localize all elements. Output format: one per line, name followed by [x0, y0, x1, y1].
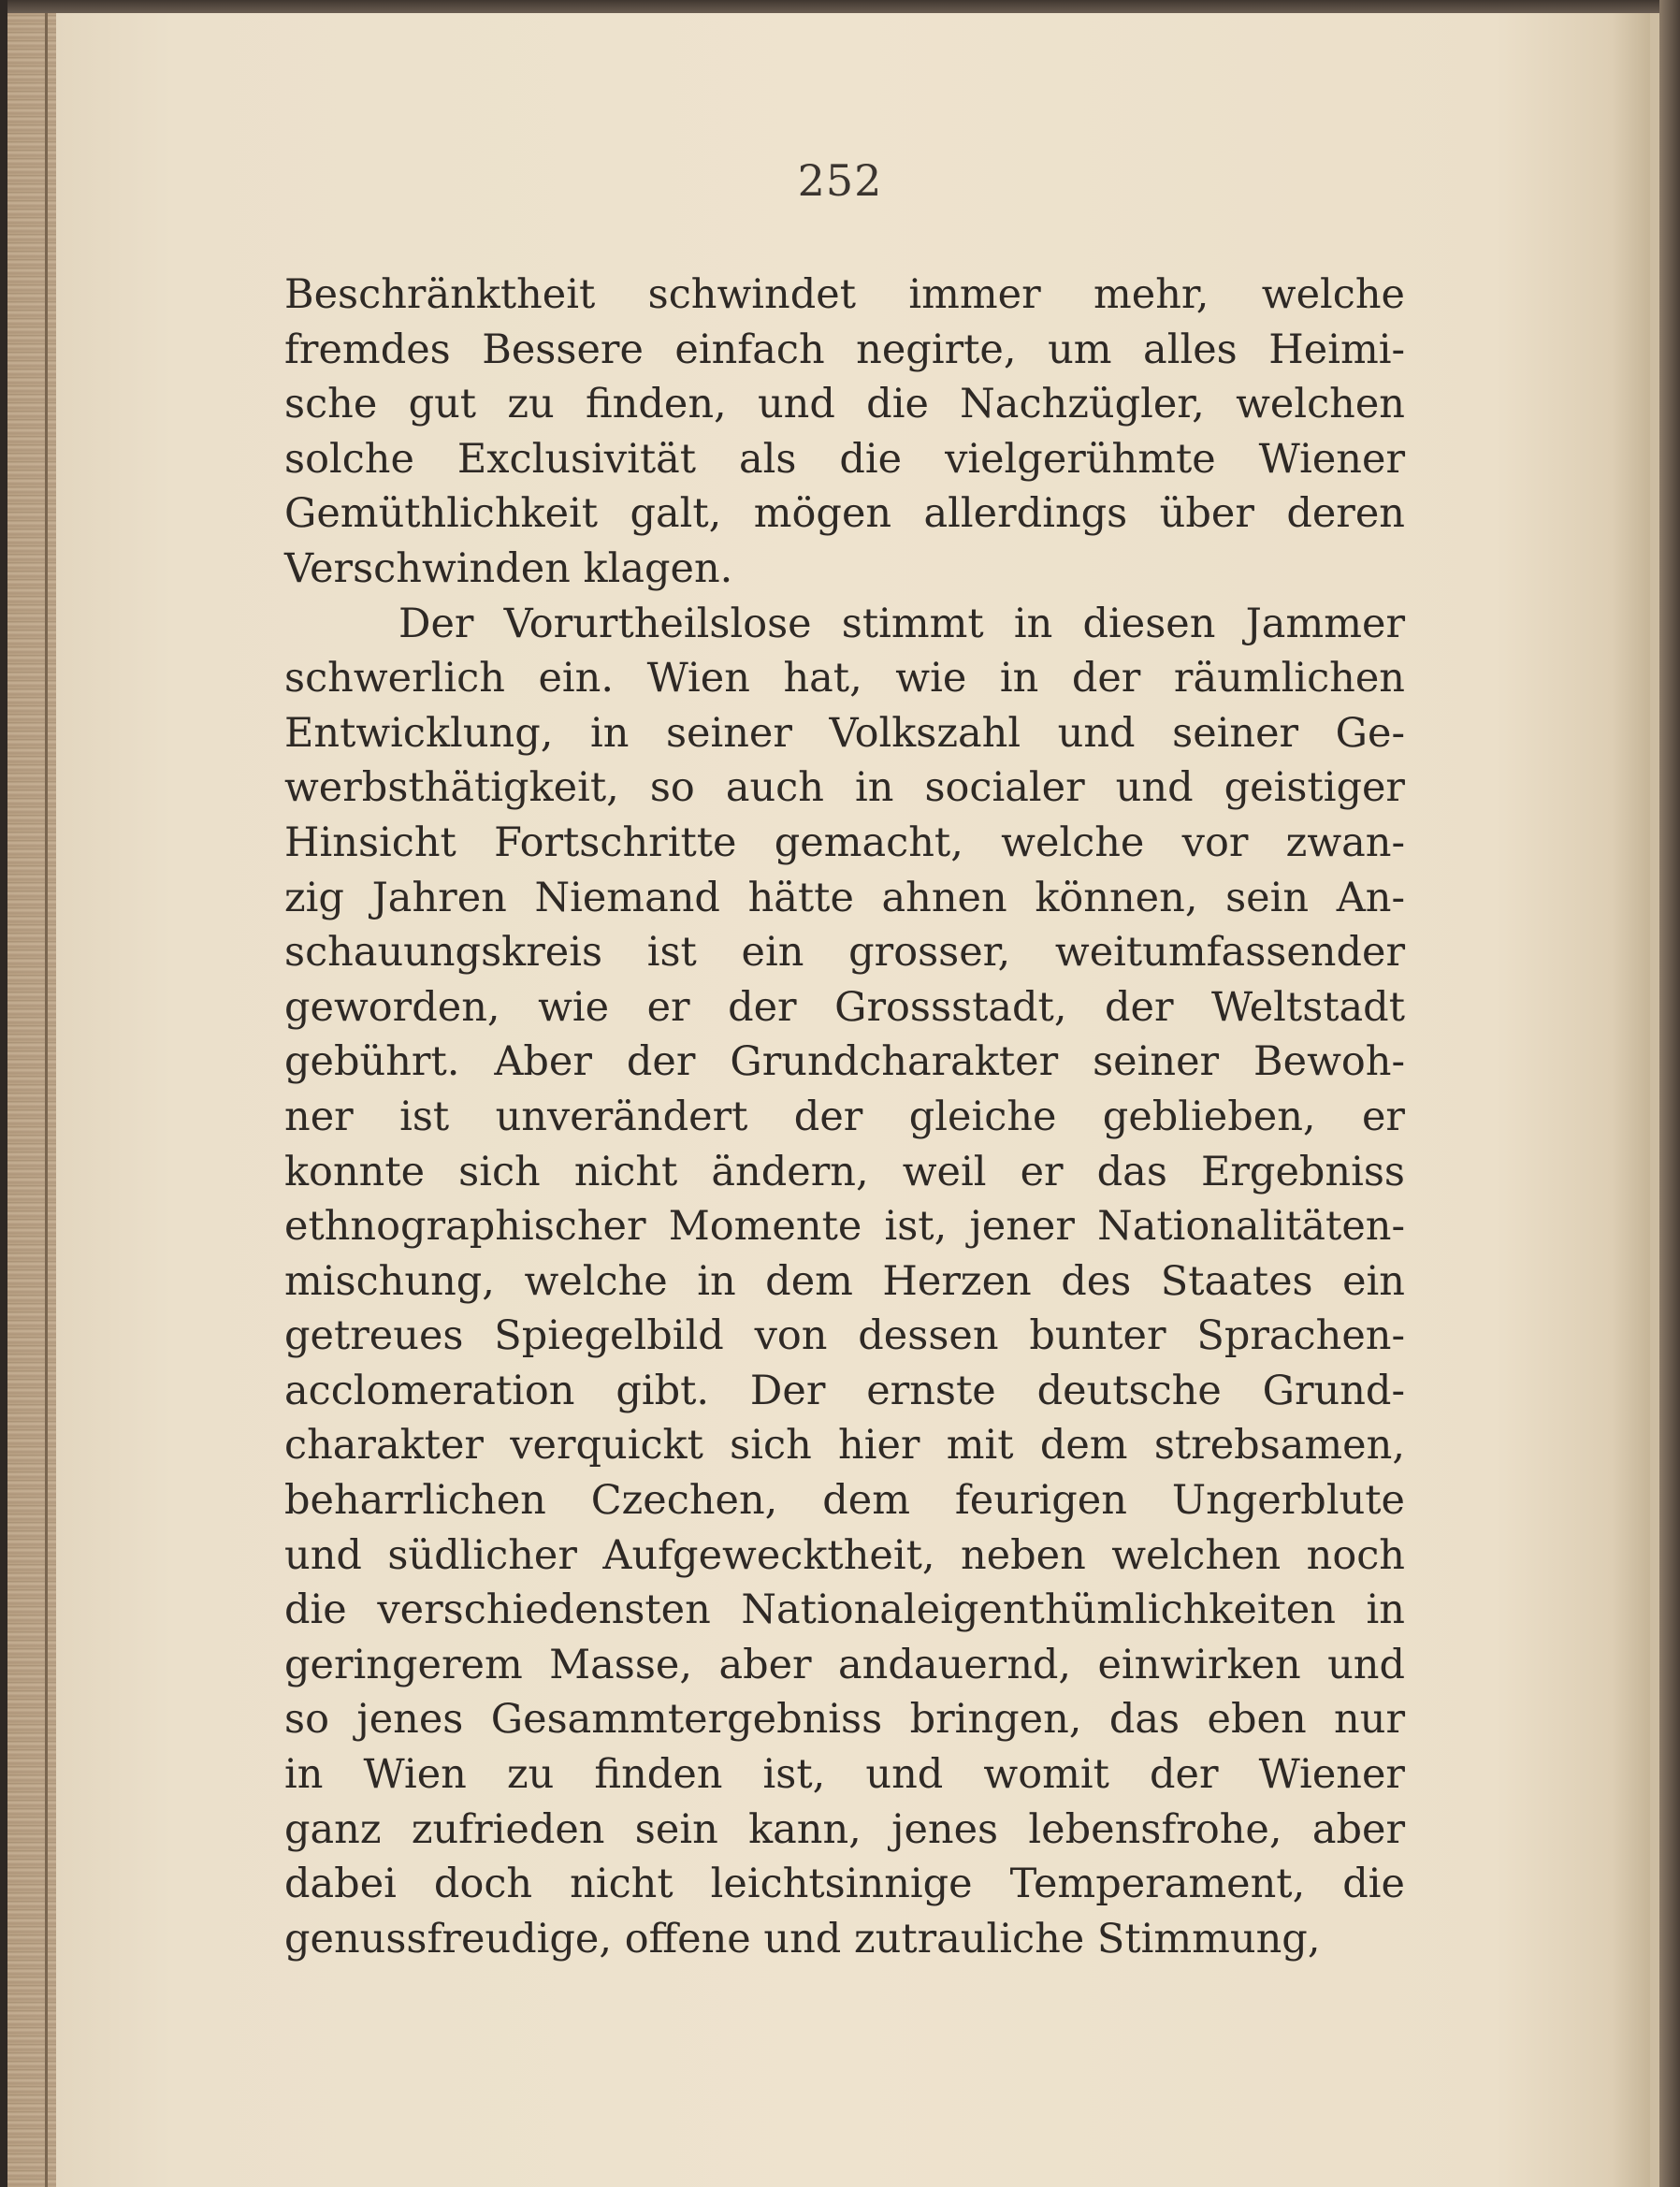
text-line: in Wien zu finden ist, und womit der Wiener: [284, 1751, 1405, 1799]
text-line: acclomeration gibt. Der ernste deutsche Grund-: [284, 1367, 1405, 1414]
text-line: geworden, wie er der Grossstadt, der Weltstadt: [284, 983, 1405, 1031]
paragraph: [284, 597, 1405, 1967]
text-line: die verschiedensten Nationaleigenthümlichkeiten in: [284, 1586, 1405, 1634]
page-number: 252: [797, 155, 883, 206]
text-line: dabei doch nicht leichtsinnige Temperament, die: [284, 1861, 1405, 1908]
text-line: Beschränktheit schwindet immer mehr, welche: [284, 271, 1405, 318]
text-line: Hinsicht Fortschritte gemacht, welche vor zwan-: [284, 818, 1405, 866]
text-line: und südlicher Aufgewecktheit, neben welchen noch: [284, 1531, 1405, 1579]
paragraph: [284, 268, 1405, 597]
book-top-edge: [7, 0, 1680, 13]
text-line: ganz zufrieden sein kann, jenes lebensfrohe, aber: [284, 1805, 1405, 1853]
text-line: Verschwinden klagen.: [284, 544, 733, 592]
text-line: ner ist unverändert der gleiche geblieben, er: [284, 1093, 1405, 1140]
text-line: solche Exclusivität als die vielgerühmte Wiener: [284, 435, 1405, 483]
text-line: schwerlich ein. Wien hat, wie in der räumlichen: [284, 655, 1405, 702]
text-line: geringerem Masse, aber andauernd, einwirken und: [284, 1641, 1405, 1688]
text-line: mischung, welche in dem Herzen des Staates ein: [284, 1257, 1405, 1305]
text-line: getreues Spiegelbild von dessen bunter Sprachen-: [284, 1312, 1405, 1360]
book-spine-shadow: [7, 11, 56, 2187]
body-text: [284, 268, 1405, 1966]
text-line: fremdes Bessere einfach negirte, um alles Heimi-: [284, 326, 1405, 373]
text-line: konnte sich nicht ändern, weil er das Ergebniss: [284, 1148, 1405, 1195]
text-line: Entwicklung, in seiner Volkszahl und seiner Ge-: [284, 709, 1405, 757]
gutter-line: [45, 11, 48, 2187]
text-line: genussfreudige, offene und zutrauliche Stimmung,: [284, 1915, 1321, 1963]
text-line: Der Vorurtheilslose stimmt in diesen Jammer: [398, 600, 1405, 647]
text-line: ethnographischer Momente ist, jener Nationalitäten-: [284, 1203, 1405, 1251]
book-cover-edge: [1659, 0, 1680, 2187]
page-edge-band: [1650, 13, 1659, 2187]
text-line: Gemüthlichkeit galt, mögen allerdings über deren: [284, 490, 1405, 538]
text-line: gebührt. Aber der Grundcharakter seiner Bewoh-: [284, 1038, 1405, 1086]
text-line: beharrlichen Czechen, dem feurigen Ungerblute: [284, 1477, 1405, 1525]
text-line: so jenes Gesammtergebniss bringen, das eben nur: [284, 1696, 1405, 1744]
text-line: charakter verquickt sich hier mit dem strebsamen,: [284, 1422, 1405, 1470]
text-line: werbsthätigkeit, so auch in socialer und geistiger: [284, 764, 1405, 812]
text-line: schauungskreis ist ein grosser, weitumfassender: [284, 929, 1405, 977]
text-line: sche gut zu finden, und die Nachzügler, welchen: [284, 381, 1405, 428]
text-line: zig Jahren Niemand hätte ahnen können, sein An-: [284, 874, 1405, 921]
